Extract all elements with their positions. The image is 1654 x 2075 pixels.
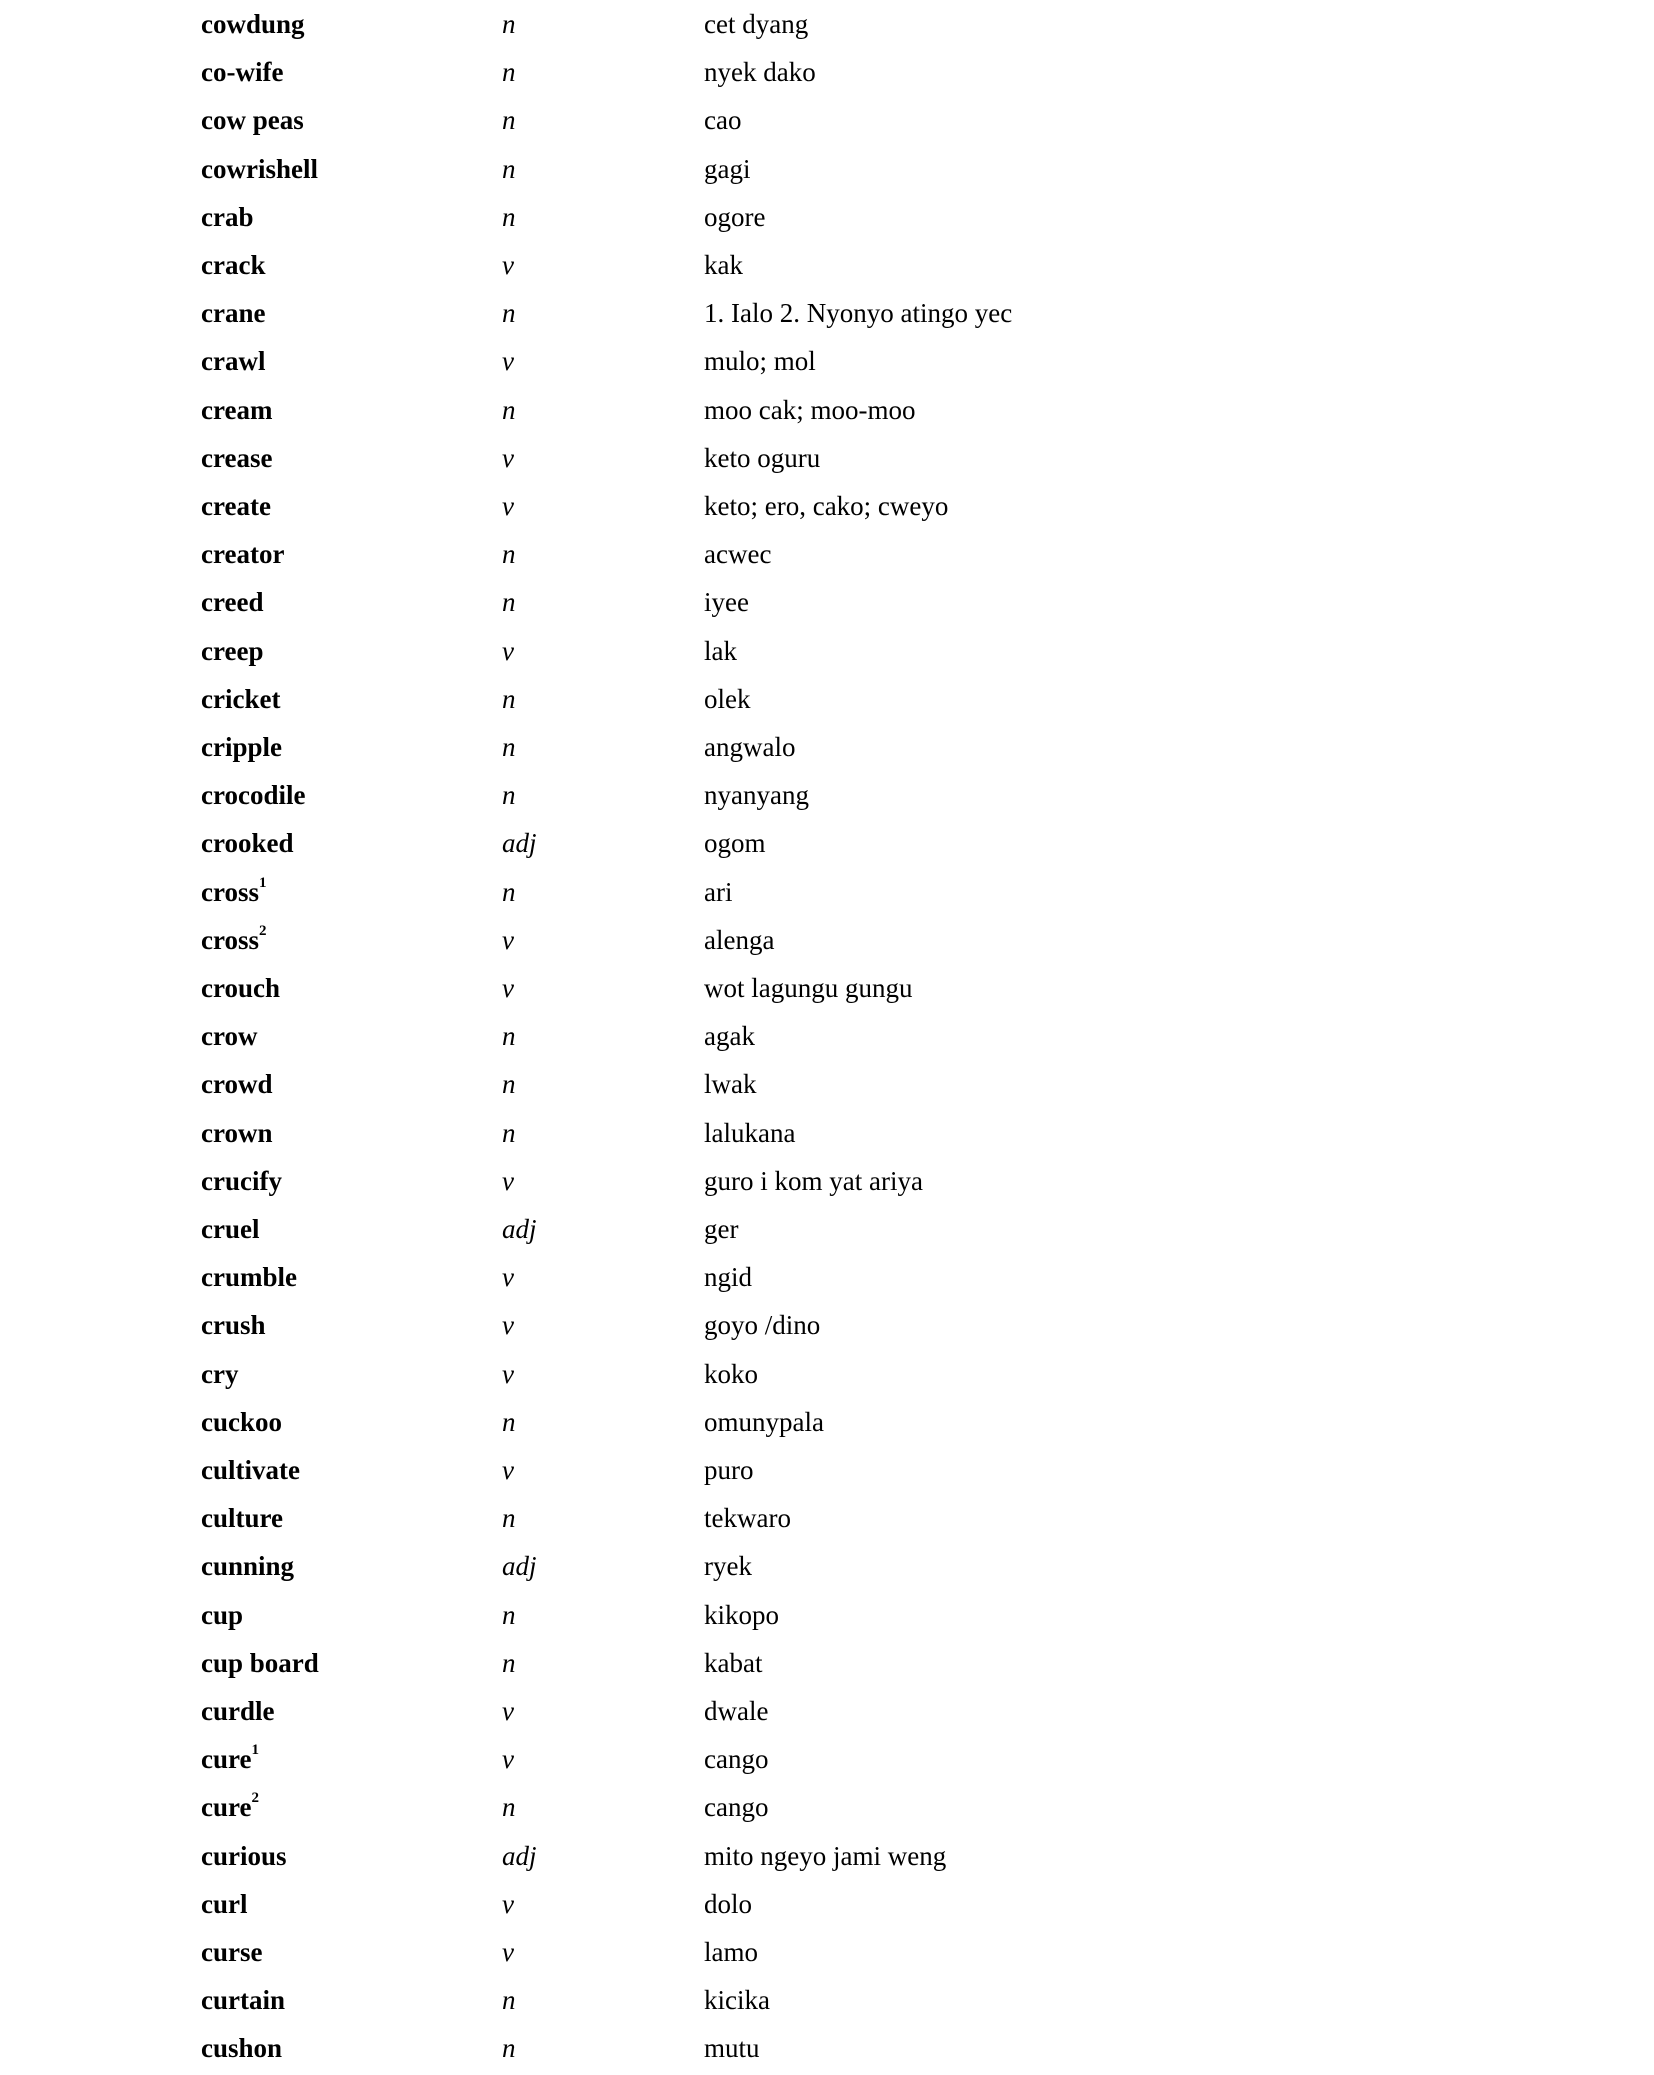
entry-translation: nyanyang xyxy=(704,780,809,811)
dictionary-entry xyxy=(0,775,1654,815)
entry-headword xyxy=(201,1113,273,1153)
entry-part-of-speech: v xyxy=(502,1358,514,1389)
entry-translation: lak xyxy=(704,635,737,666)
entry-headword-text: creed xyxy=(201,587,264,618)
entry-headword xyxy=(201,1932,262,1972)
entry-headword xyxy=(201,1064,273,1104)
entry-translation: keto; ero, cako; cweyo xyxy=(704,491,949,521)
entry-part-of-speech: v xyxy=(502,1455,514,1485)
entry-headword xyxy=(201,1016,257,1056)
entry-headword-text: cry xyxy=(201,1358,239,1389)
dictionary-entry xyxy=(0,1546,1654,1586)
dictionary-entry xyxy=(0,1884,1654,1924)
dictionary-entry xyxy=(0,582,1654,622)
entry-translation: alenga xyxy=(704,924,775,955)
entry-headword-text: crucify xyxy=(201,1165,282,1196)
entry-part-of-speech: v xyxy=(502,346,514,377)
entry-headword xyxy=(201,1257,297,1297)
dictionary-entry xyxy=(0,1064,1654,1104)
entry-part-of-speech: v xyxy=(502,973,514,1003)
entry-headword xyxy=(201,486,271,526)
entry-part-of-speech: n xyxy=(502,1069,516,1100)
entry-part-of-speech: n xyxy=(502,105,516,136)
entry-headword-text: cup board xyxy=(201,1647,319,1678)
entry-translation: mito ngeyo jami weng xyxy=(704,1840,947,1871)
dictionary-entry xyxy=(0,679,1654,719)
entry-translation: omunypala xyxy=(704,1406,824,1437)
entry-headword xyxy=(201,1354,238,1394)
entry-headword-text: creep xyxy=(201,635,264,666)
dictionary-entry xyxy=(0,1113,1654,1153)
dictionary-entry xyxy=(0,100,1654,140)
entry-homonym-number: 2 xyxy=(251,1790,259,1807)
dictionary-entry xyxy=(0,1402,1654,1442)
entry-part-of-speech: v xyxy=(502,1262,514,1293)
entry-headword xyxy=(201,1980,285,2020)
entry-translation: ger xyxy=(704,1214,739,1244)
dictionary-entry xyxy=(0,823,1654,863)
entry-headword-text: crowd xyxy=(201,1069,273,1100)
entry-headword-text: culture xyxy=(201,1503,283,1534)
entry-part-of-speech: n xyxy=(502,1985,516,2016)
entry-headword-text: crown xyxy=(201,1117,273,1148)
entry-translation: guro i kom yat ariya xyxy=(704,1165,923,1196)
entry-headword xyxy=(201,582,263,622)
entry-part-of-speech: v xyxy=(502,1165,514,1196)
entry-headword xyxy=(201,1402,282,1442)
entry-headword-text: creator xyxy=(201,539,285,570)
entry-headword-text: cup xyxy=(201,1599,244,1630)
entry-part-of-speech: v xyxy=(502,491,514,521)
dictionary-entry xyxy=(0,1980,1654,2020)
entry-headword xyxy=(201,775,305,815)
dictionary-entry xyxy=(0,872,1654,912)
entry-headword xyxy=(201,1546,294,1586)
entry-headword-text: curious xyxy=(201,1840,287,1871)
entry-translation: moo cak; moo-moo xyxy=(704,394,916,425)
entry-part-of-speech: n xyxy=(502,1503,516,1534)
entry-translation: kabat xyxy=(704,1647,763,1678)
entry-translation: wot lagungu gungu xyxy=(704,973,913,1003)
entry-part-of-speech: n xyxy=(502,1406,516,1437)
entry-headword xyxy=(201,1884,248,1924)
entry-translation: keto oguru xyxy=(704,442,821,473)
entry-part-of-speech: v xyxy=(502,1937,514,1967)
entry-part-of-speech: n xyxy=(502,1792,516,1823)
entry-translation: agak xyxy=(704,1021,755,1052)
entry-headword-text: cure xyxy=(201,1744,252,1775)
entry-headword xyxy=(201,1305,266,1345)
entry-headword xyxy=(201,1498,283,1538)
entry-part-of-speech: n xyxy=(502,732,516,762)
entry-headword-text: crush xyxy=(201,1310,266,1341)
dictionary-entry xyxy=(0,341,1654,381)
entry-translation: ngid xyxy=(704,1262,753,1293)
entry-part-of-speech: v xyxy=(502,1696,514,1726)
entry-headword-text: co-wife xyxy=(201,57,284,88)
entry-headword xyxy=(201,293,265,333)
dictionary-entry xyxy=(0,1739,1654,1779)
entry-part-of-speech: v xyxy=(502,442,514,473)
entry-part-of-speech: adj xyxy=(502,828,537,859)
entry-translation: ryek xyxy=(704,1551,752,1582)
entry-translation: ari xyxy=(704,876,733,907)
dictionary-entry xyxy=(0,4,1654,44)
entry-headword-text: cowrishell xyxy=(201,153,318,184)
entry-translation: dwale xyxy=(704,1696,769,1726)
dictionary-entry xyxy=(0,52,1654,92)
entry-headword-text: cunning xyxy=(201,1551,295,1582)
entry-part-of-speech: v xyxy=(502,1310,514,1341)
entry-headword xyxy=(201,823,294,863)
entry-headword xyxy=(201,1595,243,1635)
entry-headword-text: cow peas xyxy=(201,105,304,136)
dictionary-entry xyxy=(0,968,1654,1008)
dictionary-entry xyxy=(0,1787,1654,1827)
entry-part-of-speech: n xyxy=(502,683,516,714)
dictionary-entry xyxy=(0,1643,1654,1683)
entry-translation: olek xyxy=(704,683,751,714)
entry-translation: iyee xyxy=(704,587,749,618)
entry-translation: acwec xyxy=(704,539,772,570)
entry-headword-text: curtain xyxy=(201,1985,285,2016)
entry-headword xyxy=(201,1161,282,1201)
dictionary-entry xyxy=(0,197,1654,237)
entry-headword-text: crane xyxy=(201,298,266,329)
entry-headword xyxy=(201,438,272,478)
dictionary-entry xyxy=(0,245,1654,285)
entry-part-of-speech: v xyxy=(502,1888,514,1919)
dictionary-entry xyxy=(0,631,1654,671)
entry-headword-text: cure xyxy=(201,1792,252,1823)
entry-part-of-speech: n xyxy=(502,1117,516,1148)
entry-translation: puro xyxy=(704,1455,754,1485)
entry-translation: gagi xyxy=(704,153,751,184)
dictionary-entry xyxy=(0,1257,1654,1297)
entry-headword-text: curl xyxy=(201,1888,248,1919)
dictionary-entry xyxy=(0,438,1654,478)
entry-headword xyxy=(201,534,284,574)
entry-headword-text: crawl xyxy=(201,346,266,377)
dictionary-entry xyxy=(0,1209,1654,1249)
entry-headword-text: cowdung xyxy=(201,9,305,39)
entry-part-of-speech: adj xyxy=(502,1214,537,1244)
entry-translation: lamo xyxy=(704,1937,758,1967)
entry-headword-text: cross xyxy=(201,876,259,907)
entry-headword-text: crouch xyxy=(201,973,280,1003)
entry-part-of-speech: adj xyxy=(502,1551,537,1582)
dictionary-entry xyxy=(0,1016,1654,1056)
entry-homonym-number: 2 xyxy=(259,922,267,939)
entry-part-of-speech: n xyxy=(502,780,516,811)
entry-part-of-speech: adj xyxy=(502,1840,537,1871)
entry-headword xyxy=(201,872,267,912)
dictionary-entry xyxy=(0,534,1654,574)
entry-part-of-speech: n xyxy=(502,1021,516,1052)
entry-headword xyxy=(201,245,265,285)
entry-headword xyxy=(201,1450,300,1490)
entry-translation: kicika xyxy=(704,1985,770,2016)
entry-headword xyxy=(201,727,282,767)
entry-headword xyxy=(201,1209,259,1249)
entry-headword xyxy=(201,149,318,189)
dictionary-entry xyxy=(0,1498,1654,1538)
entry-headword-text: cricket xyxy=(201,683,281,714)
entry-headword xyxy=(201,1787,259,1827)
entry-headword-text: crocodile xyxy=(201,780,306,811)
dictionary-entry xyxy=(0,486,1654,526)
entry-part-of-speech: n xyxy=(502,2033,516,2064)
dictionary-entry xyxy=(0,1691,1654,1731)
entry-headword-text: crack xyxy=(201,250,266,280)
entry-part-of-speech: n xyxy=(502,394,516,425)
dictionary-entry xyxy=(0,293,1654,333)
entry-headword xyxy=(201,197,253,237)
entry-translation: ogore xyxy=(704,201,766,232)
entry-translation: mutu xyxy=(704,2033,760,2064)
entry-headword-text: cultivate xyxy=(201,1455,300,1485)
dictionary-entry xyxy=(0,727,1654,767)
entry-translation: mulo; mol xyxy=(704,346,816,377)
dictionary-entry xyxy=(0,1450,1654,1490)
entry-headword-text: create xyxy=(201,491,271,521)
dictionary-entry xyxy=(0,1595,1654,1635)
dictionary-entry xyxy=(0,1932,1654,1972)
entry-headword-text: cruel xyxy=(201,1214,260,1244)
entry-headword-text: cripple xyxy=(201,732,282,762)
entry-headword xyxy=(201,390,272,430)
entry-headword-text: cross xyxy=(201,924,259,955)
entry-translation: cao xyxy=(704,105,742,136)
entry-part-of-speech: v xyxy=(502,1744,514,1775)
entry-headword-text: crooked xyxy=(201,828,294,859)
entry-part-of-speech: n xyxy=(502,9,516,39)
entry-headword xyxy=(201,1691,275,1731)
entry-part-of-speech: n xyxy=(502,153,516,184)
entry-translation: nyek dako xyxy=(704,57,816,88)
entry-part-of-speech: n xyxy=(502,539,516,570)
entry-headword xyxy=(201,2028,282,2068)
entry-homonym-number: 1 xyxy=(251,1742,259,1759)
entry-translation: kikopo xyxy=(704,1599,780,1630)
dictionary-entry xyxy=(0,2028,1654,2068)
entry-part-of-speech: v xyxy=(502,924,514,955)
entry-translation: cango xyxy=(704,1792,769,1823)
entry-translation: goyo /dino xyxy=(704,1310,821,1341)
entry-headword-text: curdle xyxy=(201,1696,275,1726)
entry-translation: koko xyxy=(704,1358,758,1389)
entry-headword xyxy=(201,1739,259,1779)
entry-headword xyxy=(201,100,304,140)
entry-part-of-speech: n xyxy=(502,298,516,329)
entry-part-of-speech: n xyxy=(502,1647,516,1678)
entry-headword xyxy=(201,1643,319,1683)
entry-translation: cet dyang xyxy=(704,9,809,39)
entry-headword-text: crab xyxy=(201,201,254,232)
entry-translation: tekwaro xyxy=(704,1503,791,1534)
entry-headword xyxy=(201,1836,287,1876)
entry-part-of-speech: n xyxy=(502,587,516,618)
entry-headword-text: cuckoo xyxy=(201,1406,282,1437)
entry-headword-text: crow xyxy=(201,1021,258,1052)
entry-headword xyxy=(201,52,283,92)
entry-translation: ogom xyxy=(704,828,766,859)
entry-headword-text: crumble xyxy=(201,1262,297,1293)
entry-translation: lalukana xyxy=(704,1117,796,1148)
entry-headword xyxy=(201,679,280,719)
dictionary-entry xyxy=(0,920,1654,960)
dictionary-entry xyxy=(0,1836,1654,1876)
dictionary-entry xyxy=(0,1161,1654,1201)
entry-part-of-speech: n xyxy=(502,201,516,232)
entry-part-of-speech: v xyxy=(502,635,514,666)
entry-headword-text: cream xyxy=(201,394,273,425)
entry-homonym-number: 1 xyxy=(259,874,267,891)
entry-headword xyxy=(201,920,267,960)
dictionary-entry xyxy=(0,149,1654,189)
dictionary-entry xyxy=(0,1305,1654,1345)
entry-translation: lwak xyxy=(704,1069,757,1100)
dictionary-entry xyxy=(0,390,1654,430)
entry-headword xyxy=(201,968,280,1008)
entry-translation: angwalo xyxy=(704,732,796,762)
entry-headword-text: curse xyxy=(201,1937,263,1967)
entry-headword xyxy=(201,341,265,381)
entry-headword-text: cushon xyxy=(201,2033,283,2064)
entry-headword xyxy=(201,4,305,44)
entry-part-of-speech: n xyxy=(502,57,516,88)
dictionary-entry xyxy=(0,1354,1654,1394)
entry-headword-text: crease xyxy=(201,442,273,473)
entry-translation: cango xyxy=(704,1744,769,1775)
entry-part-of-speech: v xyxy=(502,250,514,280)
entry-part-of-speech: n xyxy=(502,1599,516,1630)
entry-translation: dolo xyxy=(704,1888,753,1919)
entry-part-of-speech: n xyxy=(502,876,516,907)
entry-translation: 1. Ialo 2. Nyonyo atingo yec xyxy=(704,298,1013,329)
entry-headword xyxy=(201,631,263,671)
entry-translation: kak xyxy=(704,250,743,280)
